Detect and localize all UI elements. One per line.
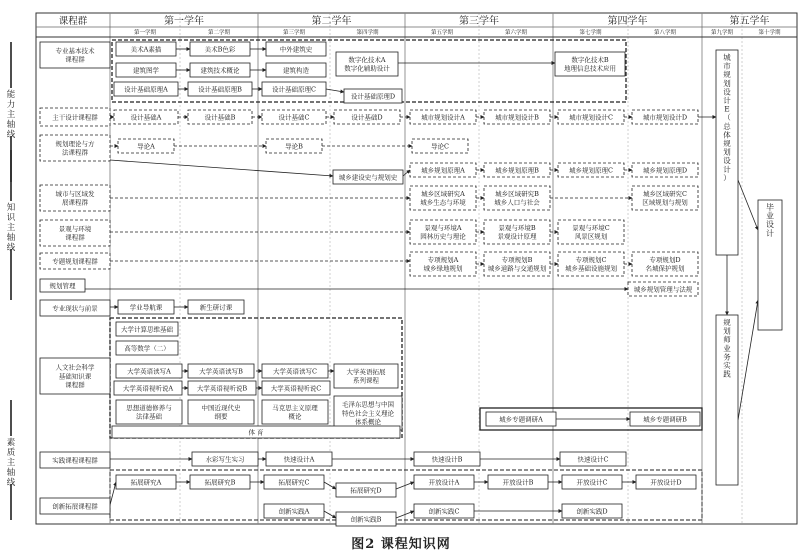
pe: 体 育 (248, 428, 264, 437)
urban-design-e: 设 (723, 87, 731, 97)
group-humanities: 课程群 (65, 380, 85, 389)
ability-track-label: 力 (6, 100, 16, 110)
eng-listen-b: 大学英语视听说B (196, 384, 248, 393)
group-special-planning: 专题规划课程群 (52, 257, 98, 266)
eng-read-b: 大学英语读写B (199, 367, 243, 376)
group-urban-regional: 城市与区域发 (55, 189, 95, 198)
sp-b: 城乡道路与交通规划 (487, 264, 547, 273)
urban-design-e: （ (723, 113, 731, 123)
group-basic-tech: 课程群 (65, 55, 85, 64)
term-header: 第十学期 (758, 30, 781, 36)
internship: 务 (723, 352, 731, 362)
art-b: 美术B色彩 (204, 45, 236, 54)
arch-overview: 建筑技术概论 (200, 66, 240, 75)
land-a: 园林历史与理论 (420, 232, 466, 241)
year-header: 第二学年 (311, 16, 352, 27)
group-humanities: 基础知识课 (58, 372, 92, 381)
ability-track-label: 主 (6, 110, 16, 120)
term-header: 第五学期 (430, 30, 454, 36)
figure-caption: 图2 课程知识网 (351, 537, 451, 552)
db-a: 设计基础A (130, 113, 162, 122)
urban-design-e: E (724, 104, 730, 114)
urban-design-e: 划 (723, 78, 731, 88)
eng-ext: 大学英语拓展 (346, 367, 386, 376)
art-a: 美术A素描 (130, 45, 162, 54)
term-header: 第三学期 (282, 30, 306, 36)
intro-c: 导论C (431, 142, 449, 151)
term-header: 第九学期 (710, 30, 734, 36)
mao: 毛泽东思想与中国 (342, 400, 394, 409)
moral: 思想道德修养与 (126, 403, 172, 412)
land-b: 景观设计原理 (497, 232, 537, 241)
dp-a: 设计基础原理A (124, 85, 168, 94)
arrow (110, 160, 333, 176)
digital-a: 数字化技术A (348, 55, 386, 64)
upp-c: 城乡规划原理C (569, 166, 613, 175)
arrow (324, 511, 336, 518)
ud-a: 城市规划设计A (421, 113, 465, 122)
ability-track-label: 能 (6, 90, 16, 100)
ud-b: 城市规划设计B (495, 113, 539, 122)
intro-b: 导论B (285, 142, 303, 151)
modern: 中国近现代史 (201, 403, 241, 412)
quality-track-label: 素 (6, 438, 16, 448)
term-header: 第一学期 (133, 30, 157, 36)
term-header: 第二学期 (207, 30, 231, 36)
group-practice: 实践课程课程群 (52, 456, 98, 465)
reg-c: 城乡区域研究C (643, 189, 687, 198)
term-header: 第八学期 (653, 30, 677, 36)
cn-foreign-arch: 中外建筑史 (279, 45, 313, 54)
dp-b: 设计基础原理B (198, 85, 242, 94)
urban-design-e: 市 (723, 61, 731, 71)
upp-d: 城乡规划原理D (642, 166, 688, 175)
year-header: 第三学年 (459, 16, 499, 27)
up-history: 城乡建设史与规划史 (338, 173, 398, 182)
ext-c: 拓展研究C (278, 478, 310, 487)
knowledge-track-label: 轴 (6, 233, 16, 243)
ability-track-label: 轴 (6, 120, 16, 130)
digital-a: 数字化辅助设计 (344, 64, 390, 73)
group-landscape: 课程群 (65, 233, 85, 242)
open-a: 开放设计A (428, 478, 460, 487)
dp-d: 设计基础原理D (350, 92, 396, 101)
group-innovation: 创新拓展课程群 (52, 502, 98, 511)
group-humanities: 人文社会科学 (55, 363, 95, 372)
eng-read-a: 大学英语读写A (127, 367, 171, 376)
intro-a: 导论A (137, 142, 155, 151)
marx: 马克思主义原理 (272, 403, 318, 412)
quick-a: 快速设计A (283, 455, 315, 464)
graduation: 毕 (766, 203, 774, 212)
reg-a: 城乡区域研究A (421, 189, 465, 198)
eng-ext: 系列课程 (353, 376, 379, 385)
eng-listen-a: 大学英语视听说A (122, 384, 174, 393)
ext-b: 拓展研究B (204, 478, 236, 487)
ext-a: 拓展研究A (130, 478, 162, 487)
quality-track-label: 线 (6, 478, 16, 488)
open-d: 开放设计D (650, 478, 682, 487)
arch-structure: 建筑构造 (283, 66, 309, 75)
sp-d: 名城保护规划 (645, 264, 685, 273)
db-b: 设计基础B (204, 113, 236, 122)
year-header: 第五学年 (729, 16, 770, 27)
year-header: 第一学年 (164, 16, 204, 27)
reg-b: 城乡区域研究B (495, 189, 539, 198)
topic-a: 城乡专题调研A (499, 415, 543, 424)
knowledge-track-label: 线 (6, 243, 16, 253)
urban-design-e: 划 (723, 147, 731, 157)
quality-track-label: 质 (6, 448, 16, 458)
group-basic-tech: 专业基本技术 (55, 46, 95, 55)
urban-design-e: 体 (723, 130, 731, 140)
group-planning-mgmt: 规划管理 (49, 281, 76, 290)
modern: 纲要 (214, 412, 228, 421)
marx: 概论 (288, 412, 302, 421)
seminar: 新生研讨课 (199, 303, 233, 312)
quick-c: 快速设计C (577, 455, 609, 464)
db-d: 设计基础D (351, 113, 383, 122)
quick-b: 快速设计B (431, 455, 463, 464)
arrow (110, 482, 116, 505)
arrow (326, 89, 344, 92)
sketch: 水彩写生实习 (205, 455, 245, 464)
urban-design-e: 计 (723, 164, 731, 174)
internship: 业 (723, 343, 731, 353)
digital-b: 数字化技术B (571, 55, 609, 64)
eng-listen-c: 大学英语视听说C (270, 384, 322, 393)
eng-read-c: 大学英语读写C (273, 367, 317, 376)
graduation: 设 (766, 220, 774, 230)
internship: 师 (723, 335, 731, 345)
topic-b: 城乡专题调研B (643, 415, 687, 424)
db-c: 设计基础C (278, 113, 310, 122)
dp-c: 设计基础原理C (272, 85, 316, 94)
sp-d: 专项规划D (649, 255, 681, 264)
knowledge-track-label: 识 (6, 213, 16, 223)
graduation: 计 (766, 228, 774, 238)
sp-c: 专项规划C (575, 255, 607, 264)
reg-a: 城乡生态与环境 (420, 198, 466, 207)
digital-b: 地理信息技术应用 (564, 64, 616, 73)
arrow (324, 482, 336, 489)
sp-a: 专项规划A (427, 255, 459, 264)
urban-design-e: 设 (723, 156, 731, 166)
group-theory-method: 规划理论与方 (55, 139, 95, 148)
inno-a: 创新实践A (278, 507, 310, 516)
ext-d: 拓展研究D (350, 486, 382, 495)
urban-design-e: ） (723, 173, 731, 183)
open-b: 开放设计B (502, 478, 534, 487)
internship: 规 (723, 318, 731, 327)
knowledge-track-label: 主 (6, 223, 16, 233)
moral: 法律基础 (136, 412, 162, 421)
land-b: 景观与环境B (498, 223, 536, 232)
reg-c: 区域规划与规划 (642, 198, 688, 207)
term-header: 第七学期 (579, 30, 602, 36)
term-header: 第四学期 (356, 30, 379, 36)
internship: 划 (723, 326, 731, 336)
group-landscape: 景观与环境 (58, 224, 92, 233)
inno-c: 创新实践C (428, 507, 460, 516)
guide: 学业导航课 (129, 303, 163, 312)
internship: 实 (723, 361, 731, 370)
ability-track-label: 线 (6, 130, 16, 140)
urban-design-e: 规 (723, 139, 731, 148)
math2: 高等数学（二） (124, 344, 170, 353)
mao: 体系概论 (355, 417, 381, 426)
sp-a: 城乡绿地规划 (423, 264, 463, 273)
planning-mgmt: 城乡规划管理与法规 (633, 285, 693, 294)
year-header: 第四学年 (607, 16, 648, 27)
sp-c: 城乡基础设施规划 (565, 264, 617, 273)
mao: 特色社会主义理论 (342, 409, 394, 418)
course-boxes (40, 42, 782, 526)
urban-design-e: 规 (723, 70, 731, 80)
quality-track-label: 轴 (6, 468, 16, 478)
arch-drawing: 建筑图学 (133, 66, 159, 75)
ud-d: 城市规划设计D (642, 113, 688, 122)
inno-b: 创新实践B (350, 515, 382, 524)
knowledge-track-label: 知 (6, 203, 16, 213)
reg-b: 城乡人口与社会 (494, 198, 540, 207)
group-prospect: 专业现状与前景 (52, 304, 98, 313)
graduation: 业 (766, 211, 774, 221)
arrow (738, 180, 758, 230)
arrow (738, 300, 758, 420)
group-column-header: 课程群 (58, 16, 88, 27)
urban-design-e: 计 (723, 96, 731, 105)
inno-d: 创新实践D (576, 507, 608, 516)
land-a: 景观与环境A (424, 223, 462, 232)
quality-track-label: 主 (6, 458, 16, 468)
term-header: 第六学期 (504, 30, 528, 36)
urban-design-e: 城 (723, 53, 731, 62)
open-c: 开放设计C (576, 478, 608, 487)
land-c: 风景区规划 (574, 232, 608, 241)
sp-b: 专项规划B (501, 255, 533, 264)
urban-design-e: 总 (723, 121, 731, 131)
cs-basic: 大学计算思维基础 (121, 325, 173, 334)
arrow (403, 170, 410, 176)
internship: 践 (723, 369, 731, 379)
group-main-design: 主干设计课程群 (52, 113, 98, 122)
upp-a: 城乡规划原理A (421, 166, 465, 175)
land-c: 景观与环境C (572, 223, 610, 232)
group-theory-method: 法课程群 (62, 148, 88, 157)
group-urban-regional: 展课程群 (62, 198, 88, 207)
ud-c: 城市规划设计C (569, 113, 613, 122)
upp-b: 城乡规划原理B (495, 166, 539, 175)
